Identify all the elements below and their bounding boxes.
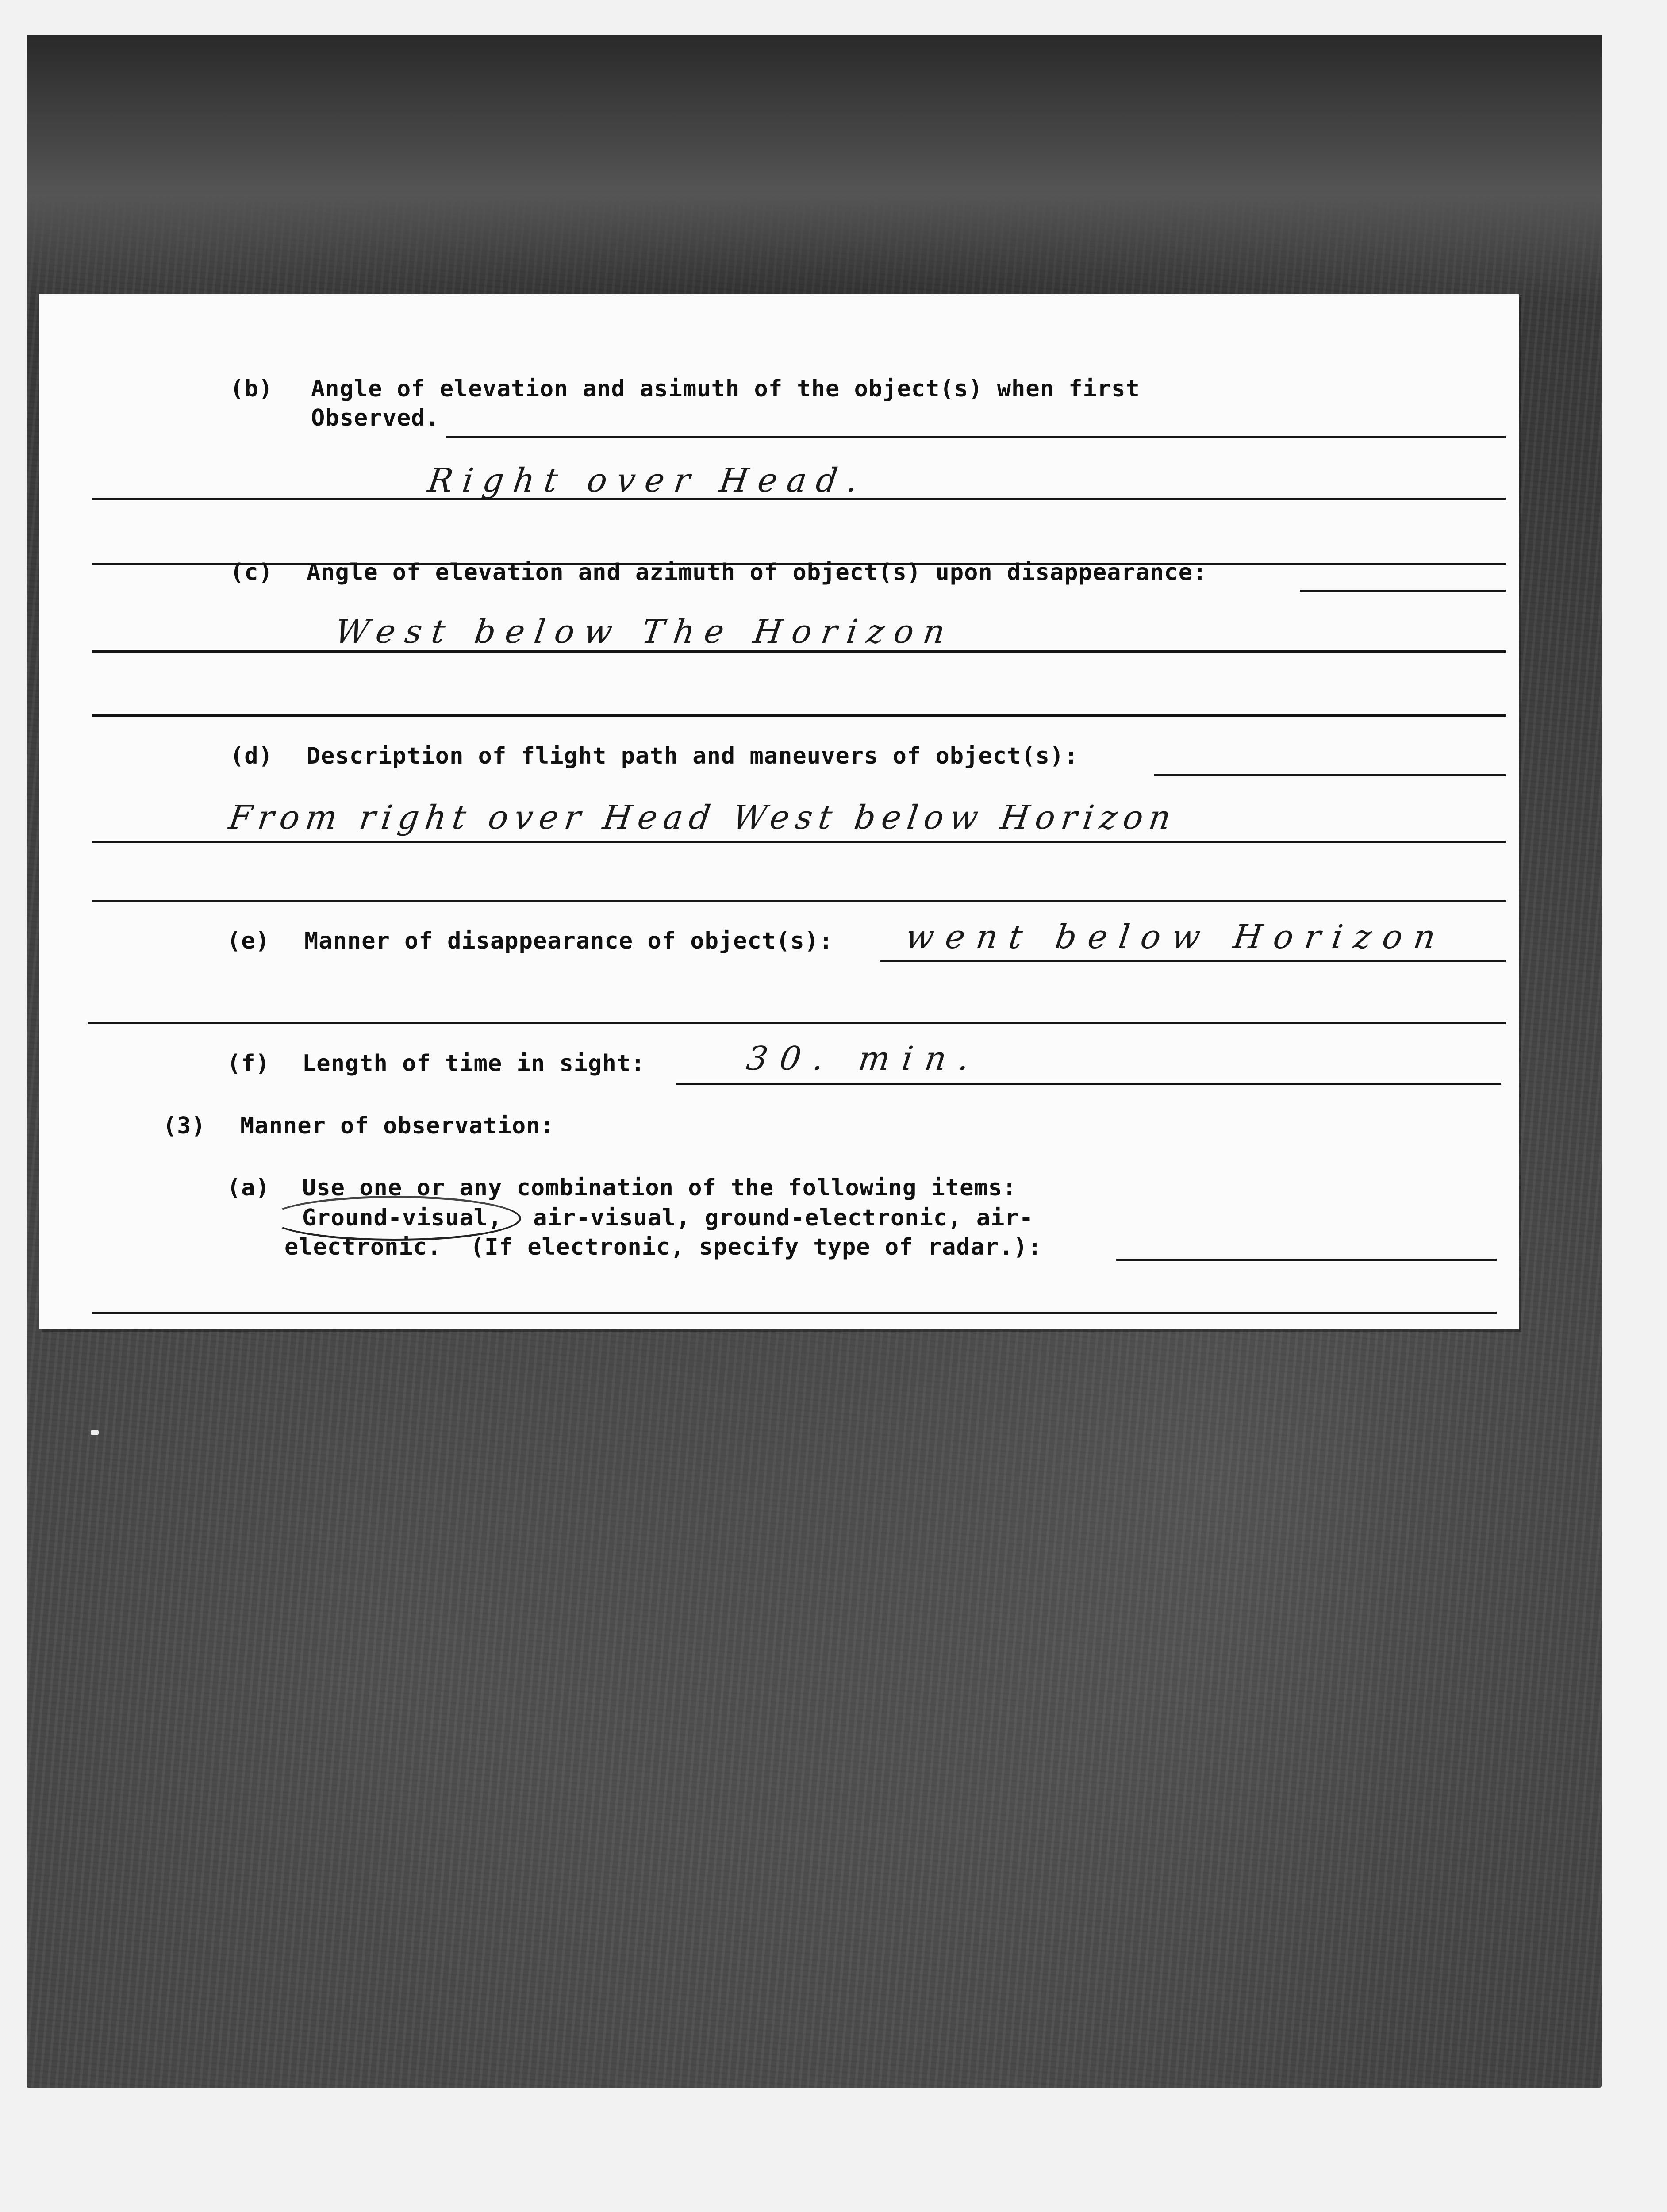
item-d-fill-line-1 <box>1154 774 1506 776</box>
item-3a-label: (a) <box>227 1175 270 1201</box>
item-e-fill-line-1 <box>880 960 1506 962</box>
item-3a-fill-line-1 <box>1116 1259 1497 1261</box>
item-d-label: (d) <box>230 743 273 769</box>
item-e-answer: went below Horizon <box>903 918 1449 956</box>
item-c-fill-line-1 <box>1300 590 1506 592</box>
item-c-fill-line-2 <box>92 650 1506 653</box>
item-d-question: Description of flight path and maneuvers of object(s): <box>307 743 1079 769</box>
item-e-label: (e) <box>227 928 270 954</box>
item-c-answer: West below The Horizon <box>332 613 957 651</box>
photocopy-top-shading <box>27 35 1602 301</box>
item-b-fill-line-1 <box>446 436 1506 438</box>
item-f-question: Length of time in sight: <box>302 1050 645 1077</box>
item-b-label: (b) <box>230 376 273 402</box>
item-d-fill-line-3 <box>92 900 1506 902</box>
item-b-answer: Right over Head. <box>425 461 870 499</box>
section-3-label: (3) <box>163 1113 206 1139</box>
item-f-label: (f) <box>227 1050 270 1077</box>
item-3a-circled-option: Ground-visual, <box>302 1205 503 1231</box>
item-e-question: Manner of disappearance of object(s): <box>304 928 834 954</box>
item-3a-fill-line-2 <box>92 1312 1497 1314</box>
item-b-fill-line-2 <box>92 498 1506 500</box>
item-3a-line2-rest: air-visual, ground-electronic, air- <box>519 1205 1034 1231</box>
item-c-question: Angle of elevation and azimuth of object(s) upon disappearance: <box>307 559 1207 586</box>
item-c-fill-line-3 <box>92 714 1506 717</box>
item-e-fill-line-2 <box>88 1022 1506 1024</box>
item-c-label: (c) <box>230 559 273 586</box>
section-3-heading: Manner of observation: <box>240 1113 555 1139</box>
item-f-answer: 30. min. <box>744 1040 984 1078</box>
form-sheet <box>39 294 1519 1329</box>
item-d-fill-line-2 <box>92 841 1506 843</box>
item-3a-line1: Use one or any combination of the following items: <box>302 1175 1017 1201</box>
margin-speck <box>91 1430 99 1435</box>
item-3a-line3: electronic. (If electronic, specify type of radar.): <box>284 1234 1042 1260</box>
item-d-answer: From right over Head West below Horizon <box>226 799 1179 837</box>
item-b-question-line2: Observed. <box>311 405 440 431</box>
item-f-fill-line-1 <box>676 1083 1501 1085</box>
item-b-question-line1: Angle of elevation and asimuth of the object(s) when first <box>311 376 1140 402</box>
